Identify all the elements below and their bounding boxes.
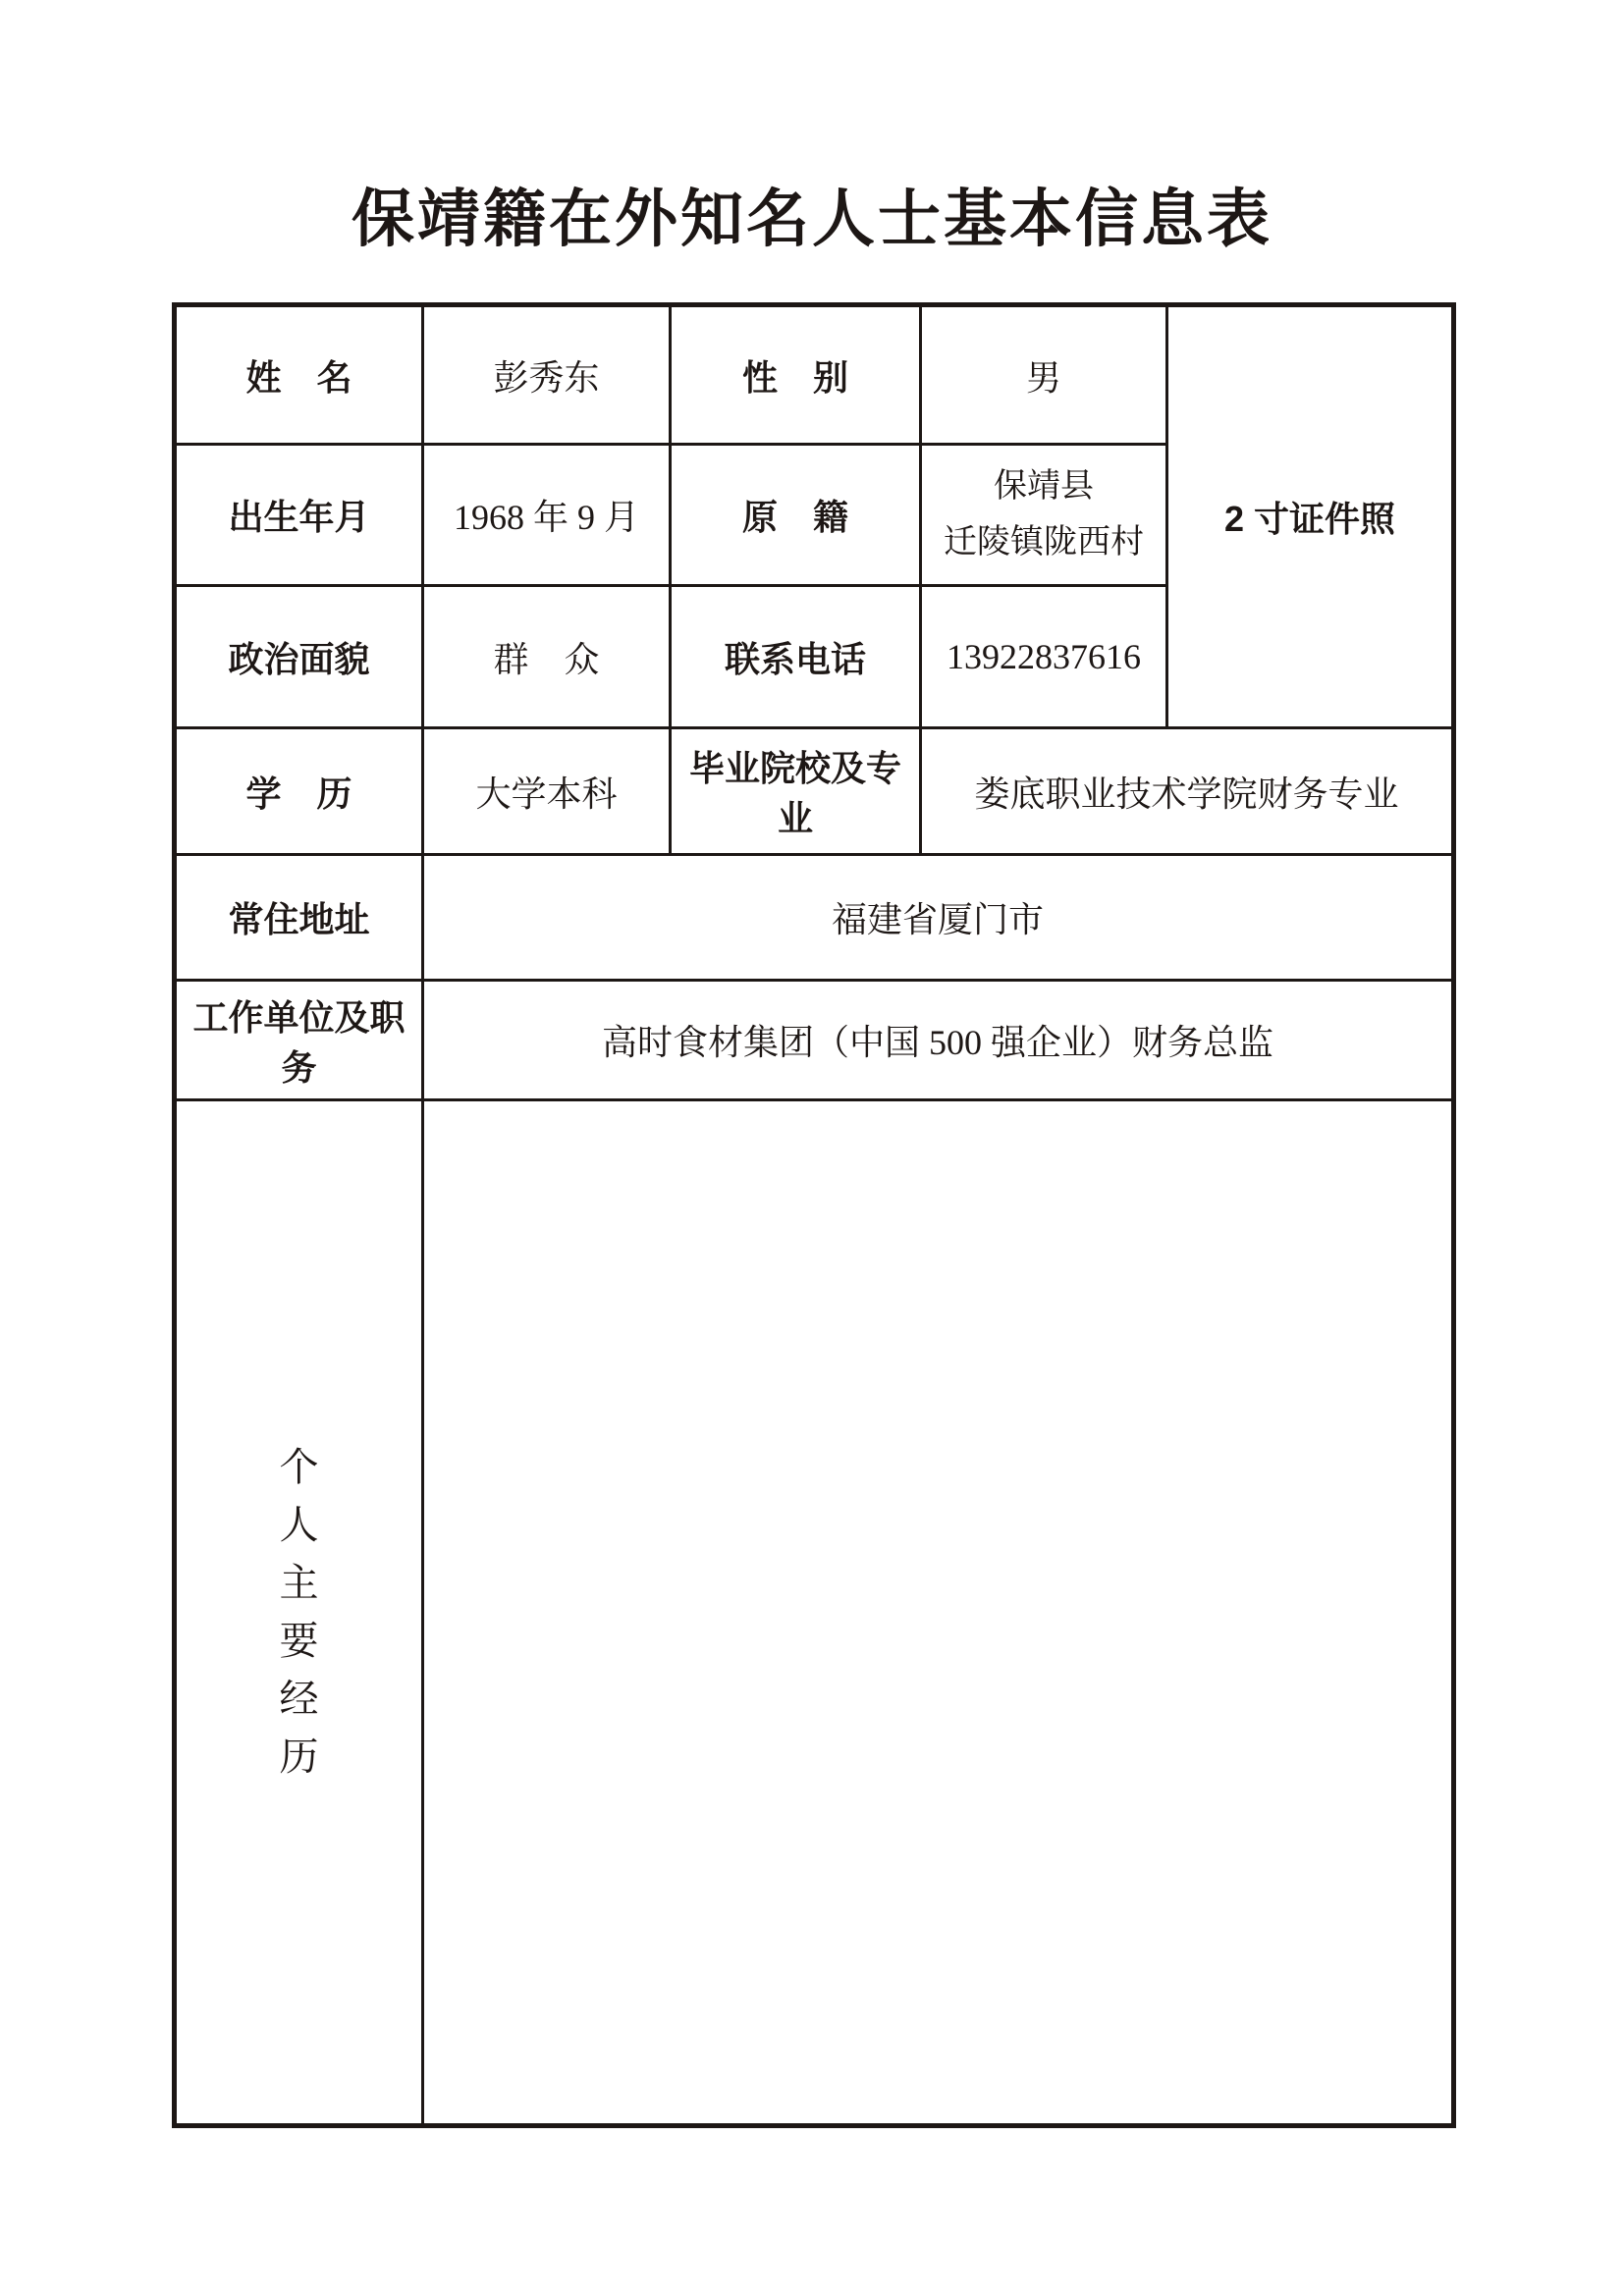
experience-label [280, 1439, 319, 1787]
experience-label-char: 要 [279, 1619, 319, 1663]
page-title: 保靖籍在外知名人士基本信息表 [352, 185, 1272, 254]
birth-label: 出生年月 [175, 445, 423, 586]
address-label: 常住地址 [175, 855, 423, 981]
phone-value: 13922837616 [921, 586, 1167, 728]
experience-label-char: 人 [279, 1503, 319, 1547]
education-label: 学 历 [175, 728, 423, 855]
row-education-school [175, 728, 1454, 855]
origin-value [921, 445, 1167, 586]
row-experience [175, 1100, 1454, 2126]
row-address [175, 855, 1454, 981]
name-label: 姓 名 [175, 305, 423, 445]
origin-value-line1: 保靖县 [994, 468, 1094, 506]
experience-label-char: 经 [279, 1677, 319, 1721]
birth-value: 1968 年 9 月 [423, 445, 671, 586]
experience-label-char: 历 [279, 1735, 319, 1779]
school-label: 毕业院校及专业 [671, 728, 921, 855]
phone-label: 联系电话 [671, 586, 921, 728]
row-name-gender [175, 305, 1454, 445]
education-value: 大学本科 [423, 728, 671, 855]
gender-value: 男 [921, 305, 1167, 445]
address-value: 福建省厦门市 [423, 855, 1454, 981]
experience-value [423, 1100, 1454, 2126]
info-table [172, 302, 1456, 2128]
origin-value-line2: 迁陵镇陇西村 [944, 523, 1144, 561]
experience-label-char: 个 [279, 1445, 319, 1489]
work-value: 高时食材集团（中国 500 强企业）财务总监 [423, 981, 1454, 1100]
photo-placeholder-cell: 2 寸证件照 [1167, 305, 1454, 728]
political-value: 群 众 [423, 586, 671, 728]
political-label: 政治面貌 [175, 586, 423, 728]
name-value: 彭秀东 [423, 305, 671, 445]
experience-label-cell [175, 1100, 423, 2126]
school-value: 娄底职业技术学院财务专业 [921, 728, 1454, 855]
work-label: 工作单位及职务 [175, 981, 423, 1100]
origin-label: 原 籍 [671, 445, 921, 586]
experience-label-char: 主 [279, 1561, 319, 1605]
gender-label: 性 别 [671, 305, 921, 445]
row-work [175, 981, 1454, 1100]
